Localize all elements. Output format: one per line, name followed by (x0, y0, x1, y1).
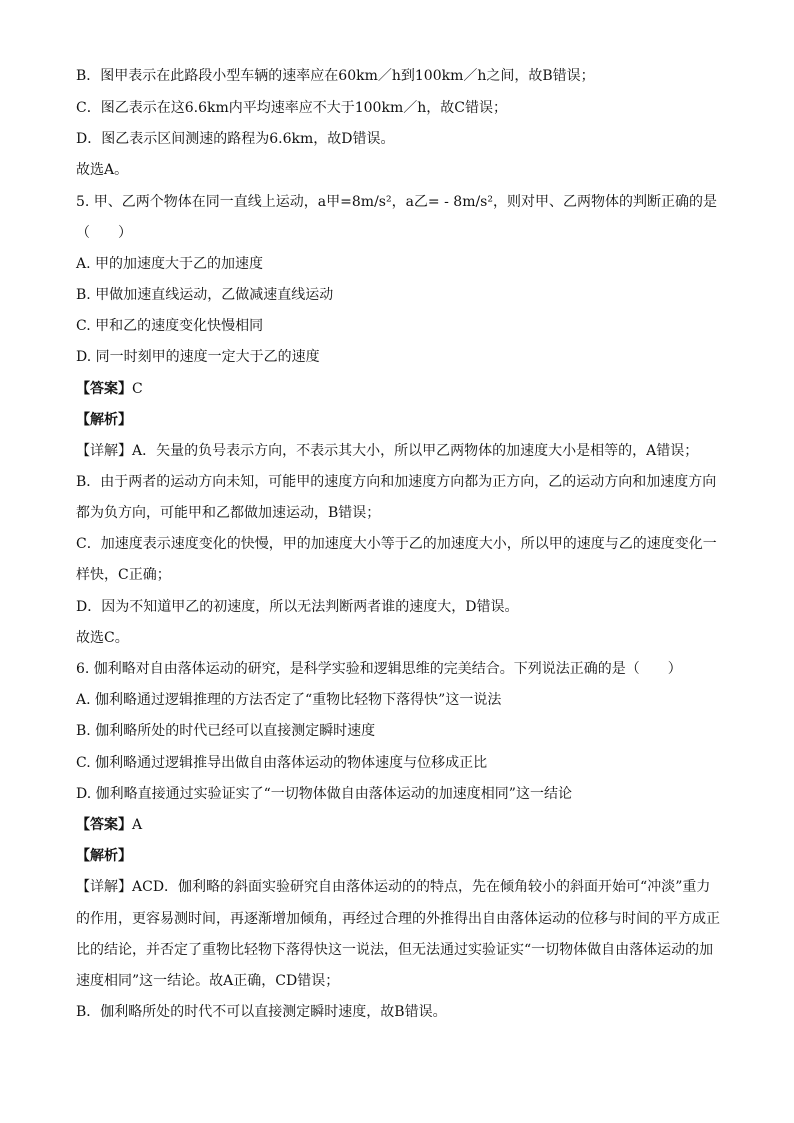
q5-detail-line: C．加速度表示速度变化的快慢，甲的加速度大小等于乙的加速度大小，所以甲的速度与乙的速度变化一 (76, 536, 717, 552)
q6-option-d: D. 伽利略直接通过实验证实了“一切物体做自由落体运动的加速度相同”这一结论 (76, 786, 572, 802)
q5-option-a: A. 甲的加速度大于乙的加速度 (76, 256, 264, 272)
q5-detail-line: 样快，C正确； (76, 567, 171, 583)
q5-analysis-tag: 【解析】 (76, 412, 132, 428)
answer-value: C (132, 381, 143, 397)
q5-option-c: C. 甲和乙的速度变化快慢相同 (76, 318, 264, 334)
q5-detail-line: B．由于两者的运动方向未知，可能甲的速度方向和加速度方向都为正方向，乙的运动方向和加速度方向 (76, 474, 717, 490)
q6-detail-line: 【详解】ACD．伽利略的斜面实验研究自由落体运动的的特点，先在倾角较小的斜面开始可“冲淡”重力 (76, 879, 711, 895)
q5-detail-line: D．因为不知道甲乙的初速度，所以无法判断两者谁的速度大，D错误。 (76, 599, 519, 615)
q6-detail-line: 的作用，更容易测时间，再逐渐增加倾角，再经过合理的外推得出自由落体运动的位移与时间的平方成正 (76, 911, 720, 927)
q4-analysis-b: B．图甲表示在此路段小型车辆的速率应在60km／h到100km／h之间，故B错误； (76, 68, 595, 84)
q6-answer (76, 815, 722, 835)
q6-option-b: B. 伽利略所处的时代已经可以直接测定瞬时速度 (76, 723, 376, 739)
q5-answer (76, 379, 722, 399)
q6-detail-line: 速度相同”这一结论。故A正确，CD错误； (76, 973, 340, 989)
q6-option-a: A. 伽利略通过逻辑推理的方法否定了“重物比轻物下落得快”这一说法 (76, 692, 502, 708)
q6-detail-line: 比的结论，并否定了重物比轻物下落得快这一说法，但无法通过实验证实“一切物体做自由落体运动的加 (76, 942, 714, 958)
q4-conclusion: 故选A。 (76, 162, 129, 178)
q4-analysis-c: C．图乙表示在这6.6km内平均速率应不大于100km／h，故C错误； (76, 100, 507, 116)
q6-stem: 6. 伽利略对自由落体运动的研究，是科学实验和逻辑思维的完美结合。下列说法正确的是（ ） (76, 661, 682, 677)
q5-detail-line: 都为负方向，可能甲和乙都做加速运动，B错误； (76, 505, 381, 521)
q6-analysis-tag: 【解析】 (76, 848, 132, 864)
answer-tag: 【答案】 (76, 817, 132, 833)
q5-stem: 5. 甲、乙两个物体在同一直线上运动，a甲=8m/s²，a乙= - 8m/s²，则对甲、乙两物体的判断正确的是 (76, 194, 717, 210)
q5-option-b: B. 甲做加速直线运动，乙做减速直线运动 (76, 287, 334, 303)
q6-detail-line: B．伽利略所处的时代不可以直接测定瞬时速度，故B错误。 (76, 1004, 447, 1020)
q5-detail-line: 【详解】A．矢量的负号表示方向，不表示其大小，所以甲乙两物体的加速度大小是相等的，A错误； (76, 443, 699, 459)
answer-value: A (132, 817, 143, 833)
answer-tag: 【答案】 (76, 381, 132, 397)
q5-option-d: D. 同一时刻甲的速度一定大于乙的速度 (76, 349, 320, 365)
q5-conclusion: 故选C。 (76, 630, 129, 646)
q5-bracket: （ ） (76, 225, 132, 241)
q6-option-c: C. 伽利略通过逻辑推导出做自由落体运动的物体速度与位移成正比 (76, 755, 488, 771)
q4-analysis-d: D．图乙表示区间测速的路程为6.6km，故D错误。 (76, 131, 395, 147)
